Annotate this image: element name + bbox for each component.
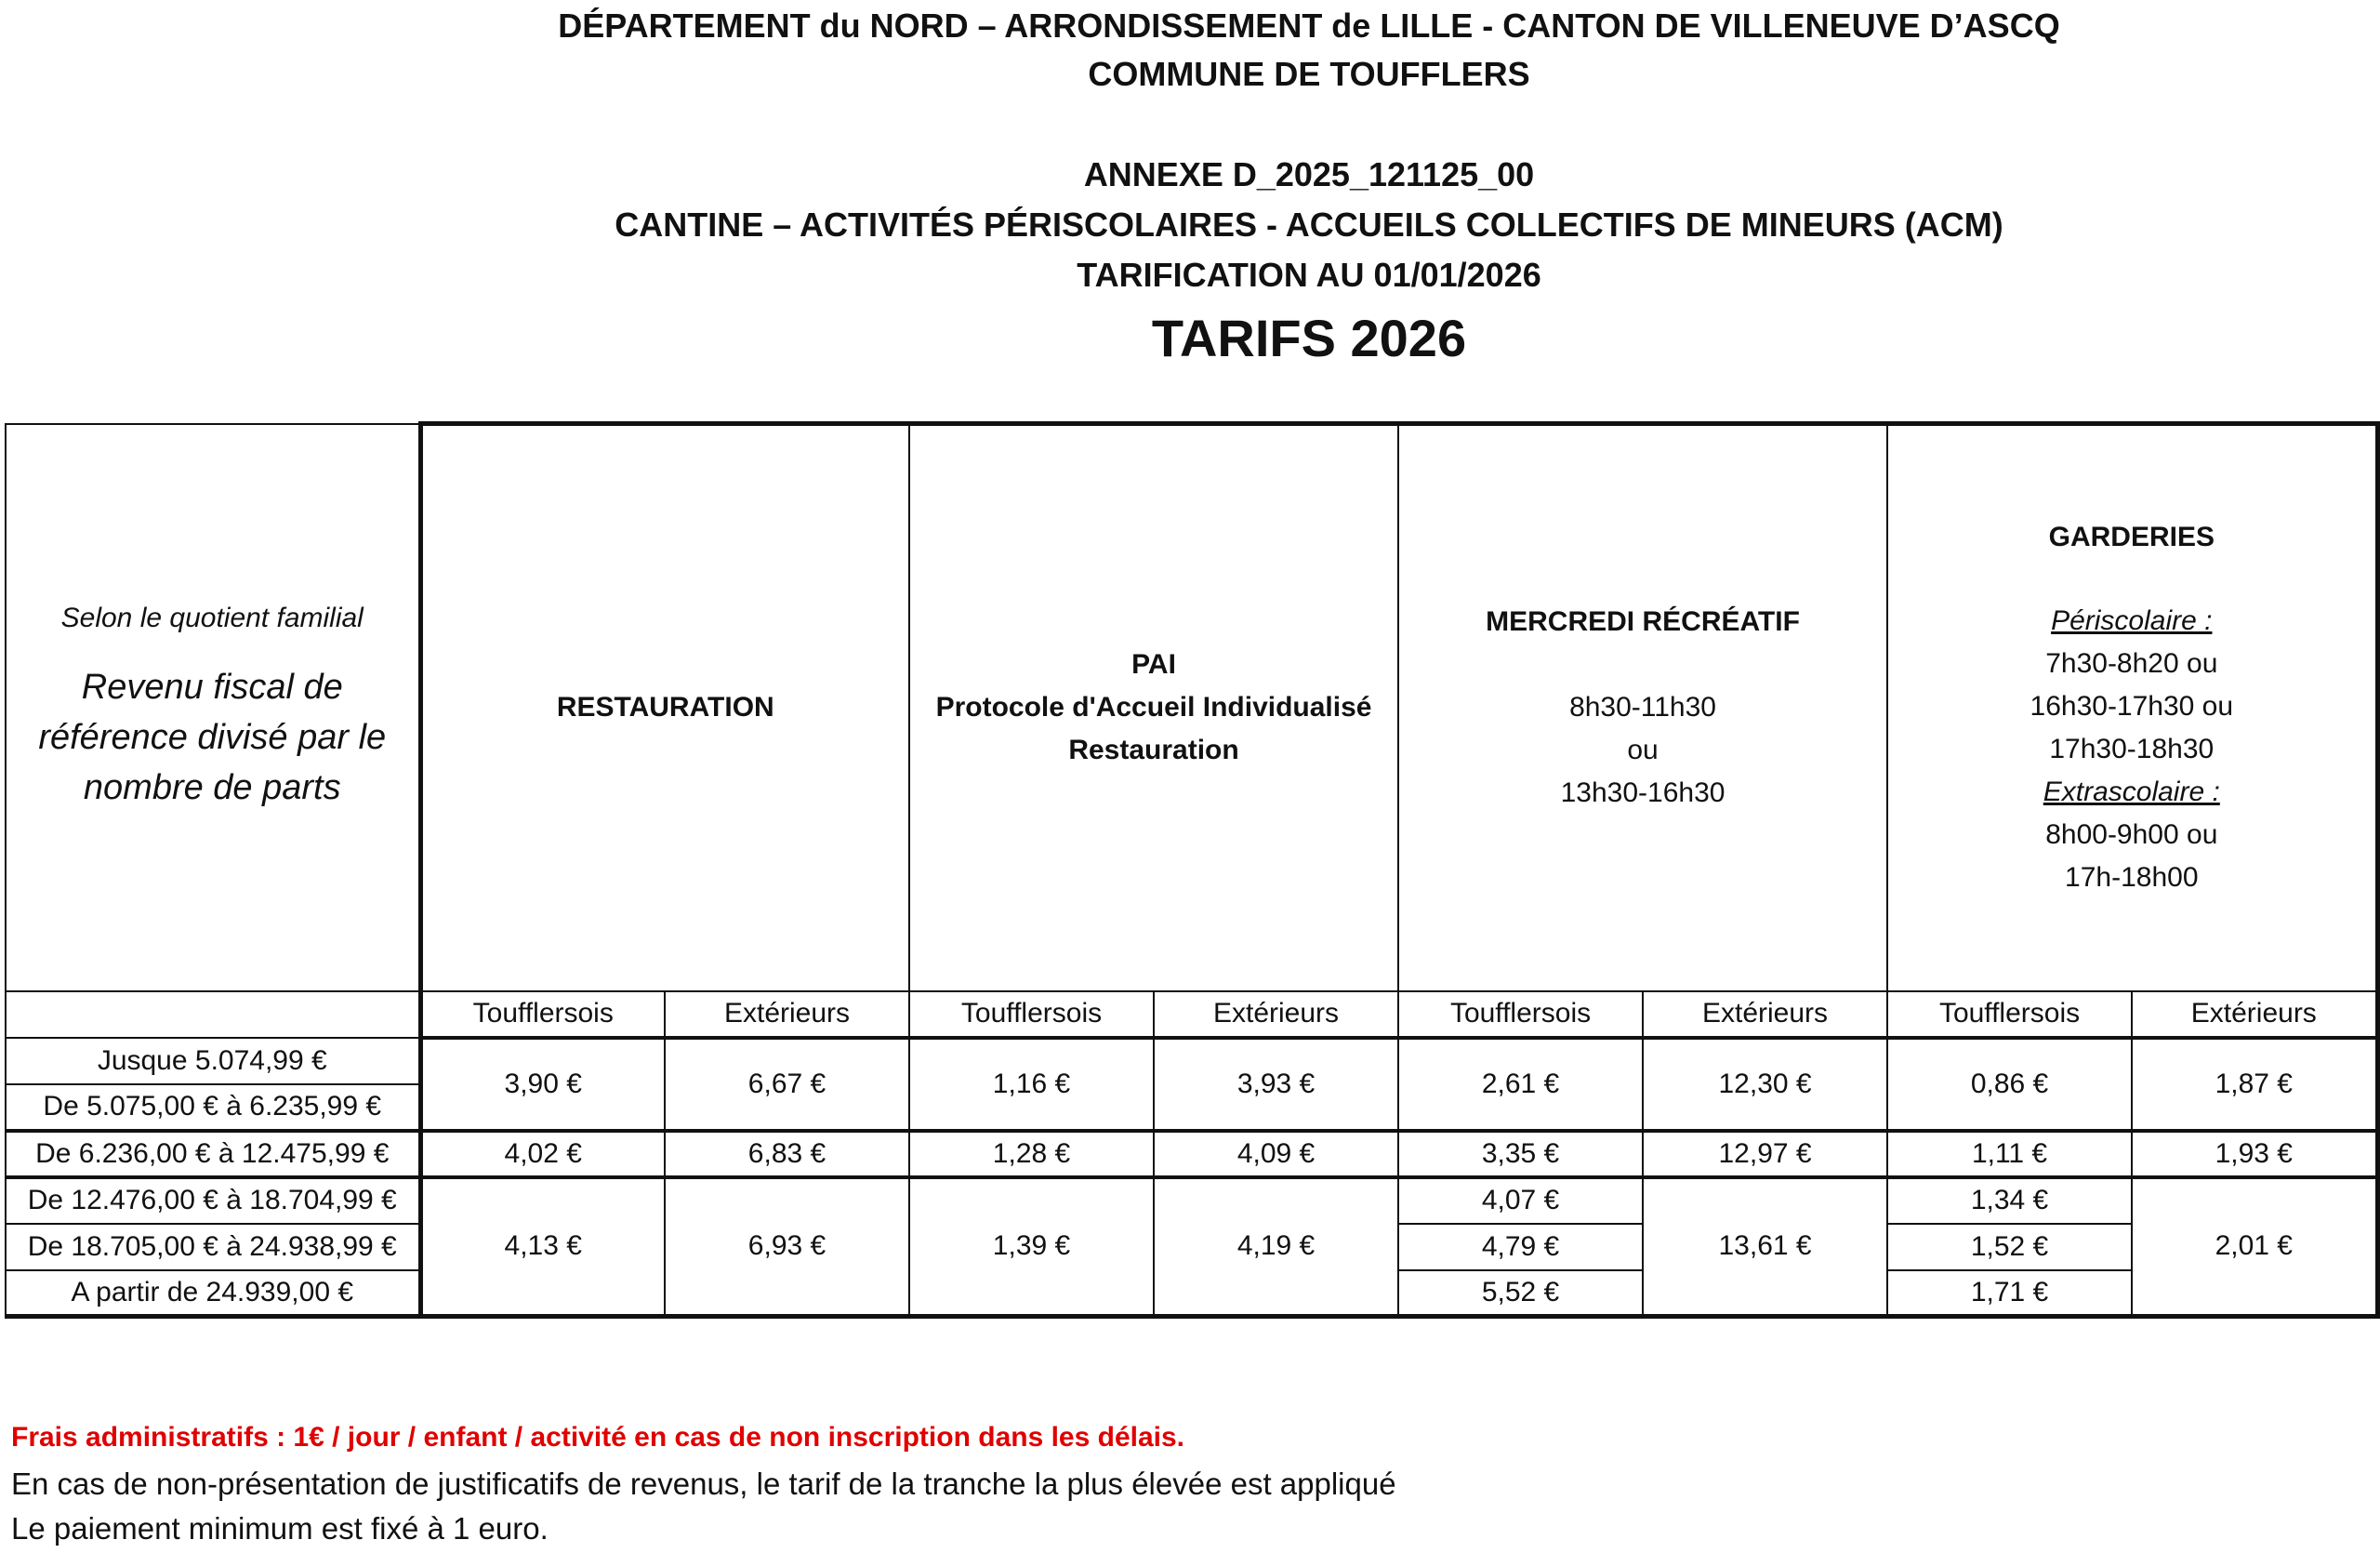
garderies-title: GARDERIES [2048, 522, 2215, 553]
mercredi-hours-or: ou [1627, 735, 1659, 766]
bracket-label: De 5.075,00 € à 6.235,99 € [6, 1084, 420, 1131]
price-cell: 4,13 € [420, 1177, 665, 1317]
pai-label: PAI [1131, 649, 1176, 681]
periscolaire-hours-3: 17h30-18h30 [2049, 734, 2215, 765]
price-cell: 12,30 € [1643, 1038, 1887, 1131]
price-cell: 4,02 € [420, 1131, 665, 1177]
subheader-toufflersois: Toufflersois [909, 991, 1154, 1038]
price-cell: 0,86 € [1887, 1038, 2132, 1131]
periscolaire-hours-1: 7h30-8h20 ou [2045, 648, 2218, 680]
bracket-label: De 12.476,00 € à 18.704,99 € [6, 1177, 420, 1224]
price-cell: 2,61 € [1398, 1038, 1643, 1131]
header-line-1: DÉPARTEMENT du NORD – ARRONDISSEMENT de LILLE - CANTON DE VILLENEUVE D’ASCQ [558, 7, 2060, 45]
subheader-toufflersois: Toufflersois [420, 991, 665, 1038]
price-cell: 3,90 € [420, 1038, 665, 1131]
table-row [6, 1131, 2377, 1177]
pai-full-label: Protocole d'Accueil Individualisé [935, 692, 1372, 723]
periscolaire-label: Périscolaire : [2051, 605, 2213, 637]
price-cell: 6,93 € [665, 1177, 909, 1317]
price-cell: 4,79 € [1398, 1224, 1643, 1270]
subheader-toufflersois: Toufflersois [1887, 991, 2132, 1038]
subheader-row [6, 991, 2377, 1038]
group-header-restauration [420, 424, 909, 991]
price-cell: 3,35 € [1398, 1131, 1643, 1177]
price-cell: 1,39 € [909, 1177, 1154, 1317]
revenu-label-line-3: nombre de parts [83, 767, 341, 807]
bracket-label: A partir de 24.939,00 € [6, 1270, 420, 1317]
subheader-exterieurs: Extérieurs [2132, 991, 2377, 1038]
price-cell: 6,83 € [665, 1131, 909, 1177]
price-cell: 4,07 € [1398, 1177, 1643, 1224]
header-line-2: COMMUNE DE TOUFFLERS [1088, 55, 1530, 93]
price-cell: 2,01 € [2132, 1177, 2377, 1317]
quotient-label: Selon le quotient familial [60, 602, 364, 633]
criteria-header [6, 424, 420, 991]
page-title: TARIFS 2026 [1151, 309, 1467, 367]
subheader-exterieurs: Extérieurs [1643, 991, 1887, 1038]
price-cell: 1,16 € [909, 1038, 1154, 1131]
price-cell: 1,52 € [1887, 1224, 2132, 1270]
document-subtitle: CANTINE – ACTIVITÉS PÉRISCOLAIRES - ACCUEILS COLLECTIFS DE MINEURS (ACM) [615, 206, 2003, 244]
mercredi-title: MERCREDI RÉCRÉATIF [1486, 606, 1800, 638]
extrascolaire-label: Extrascolaire : [2043, 776, 2220, 808]
table-row [6, 1038, 2377, 1084]
group-header-mercredi [1398, 424, 1887, 991]
subheader-toufflersois: Toufflersois [1398, 991, 1643, 1038]
extrascolaire-hours-2: 17h-18h00 [2065, 862, 2199, 894]
annexe-reference: ANNEXE D_2025_121125_00 [1083, 155, 1535, 193]
table-row [6, 1177, 2377, 1224]
extrascolaire-hours-1: 8h00-9h00 ou [2045, 819, 2218, 851]
bracket-label: De 6.236,00 € à 12.475,99 € [6, 1131, 420, 1177]
price-cell: 1,93 € [2132, 1131, 2377, 1177]
frais-notice: Frais administratifs : 1€ / jour / enfant / activité en cas de non inscription dans les délais. [11, 1422, 1185, 1453]
price-cell: 12,97 € [1643, 1131, 1887, 1177]
tariff-table [5, 421, 2380, 1319]
price-cell: 13,61 € [1643, 1177, 1887, 1317]
mercredi-hours-2: 13h30-16h30 [1560, 777, 1726, 809]
minimum-payment-note: Le paiement minimum est fixé à 1 euro. [11, 1511, 549, 1546]
mercredi-hours-1: 8h30-11h30 [1569, 692, 1716, 723]
restauration-label: RESTAURATION [556, 692, 774, 723]
price-cell: 5,52 € [1398, 1270, 1643, 1317]
subheader-exterieurs: Extérieurs [665, 991, 909, 1038]
pai-restauration-label: Restauration [1068, 735, 1239, 766]
price-cell: 4,09 € [1154, 1131, 1398, 1177]
group-header-garderies [1887, 424, 2377, 991]
revenu-label-line-2: référence divisé par le [38, 717, 387, 757]
price-cell: 6,67 € [665, 1038, 909, 1131]
periscolaire-hours-2: 16h30-17h30 ou [2030, 691, 2234, 723]
bracket-label: Jusque 5.074,99 € [6, 1038, 420, 1084]
subheader-empty [6, 991, 420, 1038]
price-cell: 1,11 € [1887, 1131, 2132, 1177]
subheader-exterieurs: Extérieurs [1154, 991, 1398, 1038]
revenu-label-line-1: Revenu fiscal de [81, 667, 343, 707]
price-cell: 1,28 € [909, 1131, 1154, 1177]
price-cell: 1,87 € [2132, 1038, 2377, 1131]
price-cell: 1,71 € [1887, 1270, 2132, 1317]
tarification-date: TARIFICATION AU 01/01/2026 [1077, 256, 1541, 294]
price-cell: 3,93 € [1154, 1038, 1398, 1131]
price-cell: 1,34 € [1887, 1177, 2132, 1224]
group-header-pai [909, 424, 1398, 991]
bracket-label: De 18.705,00 € à 24.938,99 € [6, 1224, 420, 1270]
justificatifs-note: En cas de non-présentation de justificatifs de revenus, le tarif de la tranche la plus élevée est appliqué [11, 1467, 1396, 1501]
price-cell: 4,19 € [1154, 1177, 1398, 1317]
